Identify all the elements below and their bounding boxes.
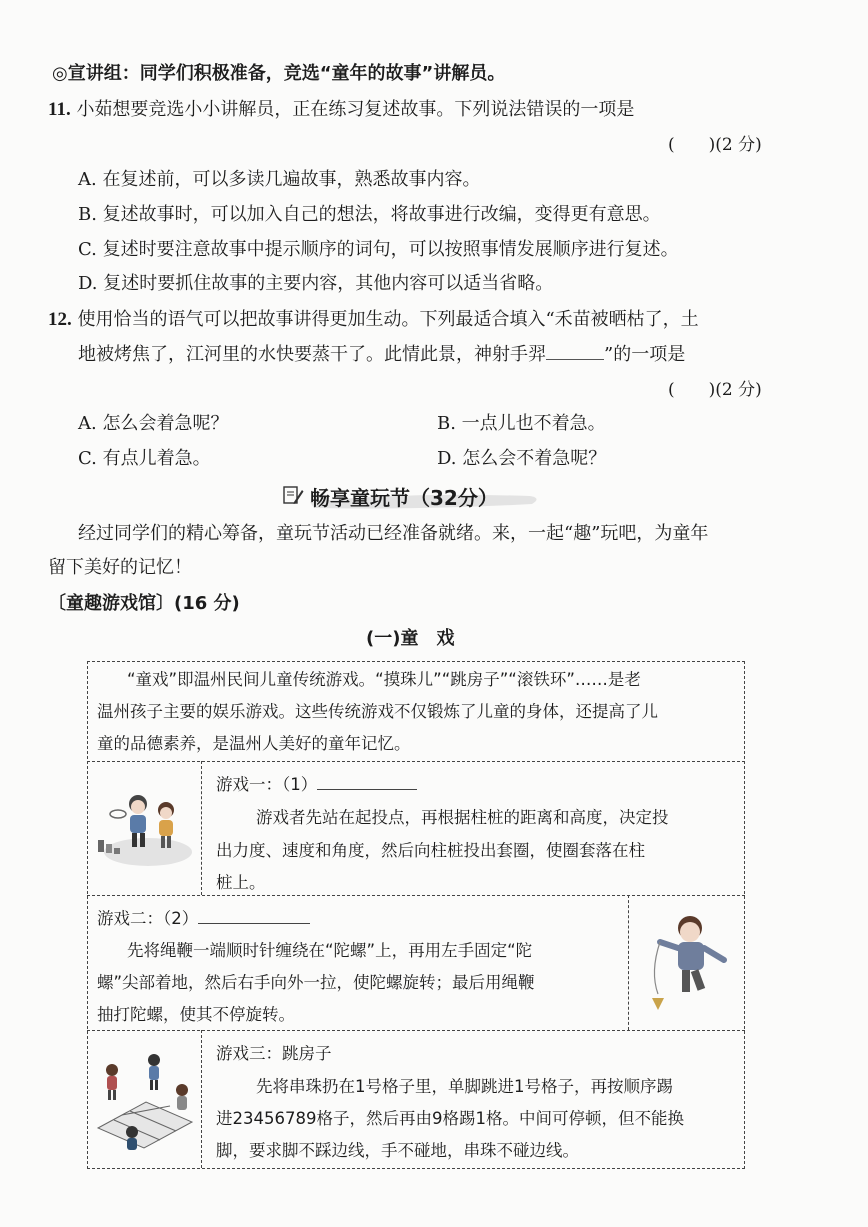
- game1-label: 游戏一：（1）: [216, 775, 318, 794]
- hall-heading: 〔童趣游戏馆〕(16 分): [48, 593, 240, 614]
- game3-line3: 脚，要求脚不踩边线，手不碰地，串珠不碰边线。: [216, 1141, 579, 1160]
- divider: [87, 895, 745, 896]
- option-12-a[interactable]: A. 怎么会着急呢？: [78, 413, 229, 434]
- question-stem-line1: 使用恰当的语气可以把故事讲得更加生动。下列最适合填入“禾苗被晒枯了，土: [77, 309, 699, 330]
- ring-toss-illustration: [92, 770, 196, 888]
- divider: [628, 895, 629, 1030]
- question-12-line2: [78, 343, 685, 367]
- divider: [87, 761, 745, 762]
- question-stem-line2b: ”的一项是: [604, 344, 686, 365]
- game3-title: 游戏三：跳房子: [216, 1044, 332, 1063]
- hopscotch-illustration: [92, 1036, 196, 1162]
- game2-label: 游戏二：（2）: [97, 909, 199, 928]
- game2-line3: 抽打陀螺，使其不停旋转。: [97, 1005, 295, 1024]
- section-intro-line2: 留下美好的记忆！: [48, 557, 192, 578]
- game3-line2: 进23456789格子，然后再由9格踢1格。中间可停顿，但不能换: [216, 1109, 684, 1128]
- answer-paren-12[interactable]: ( )(2 分): [668, 380, 762, 400]
- question-number: 11.: [48, 99, 71, 120]
- option-11-a[interactable]: A. 在复述前，可以多读几遍故事，熟悉故事内容。: [78, 169, 481, 190]
- divider: [201, 761, 202, 895]
- kid-spinning-top-icon: [632, 902, 740, 1024]
- game1-line3: 桩上。: [216, 873, 266, 892]
- game2-title-line: [97, 908, 310, 930]
- option-12-c[interactable]: C. 有点儿着急。: [78, 448, 211, 469]
- game2-line2: 螺”尖部着地，然后右手向外一拉，使陀螺旋转；最后用绳鞭: [97, 973, 535, 992]
- game3-line1: 先将串珠扔在1号格子里，单脚跳进1号格子，再按顺序踢: [256, 1077, 673, 1096]
- game2-answer-blank[interactable]: [198, 909, 310, 924]
- option-12-b[interactable]: B. 一点儿也不着急。: [437, 413, 606, 434]
- option-11-c[interactable]: C. 复述时要注意故事中提示顺序的词句，可以按照事情发展顺序进行复述。: [78, 239, 679, 260]
- section-title: 畅享童玩节（32分）: [310, 486, 498, 510]
- option-11-b[interactable]: B. 复述故事时，可以加入自己的想法，将故事进行改编，变得更有意思。: [78, 204, 661, 225]
- section-intro-line1: 经过同学们的精心筹备，童玩节活动已经准备就绪。来，一起“趣”玩吧，为童年: [78, 523, 709, 544]
- box-para-line1: “童戏”即温州民间儿童传统游戏。“摸珠儿”“跳房子”“滚铁环”……是老: [127, 670, 641, 689]
- fill-blank[interactable]: [546, 343, 604, 360]
- section-header: [280, 478, 550, 512]
- game1-title-line: [216, 774, 417, 796]
- circle-bullet-icon: ◎: [52, 63, 68, 84]
- box-para-line3: 童的品德素养，是温州人美好的童年记忆。: [97, 734, 411, 753]
- question-number: 12.: [48, 309, 72, 330]
- kids-ring-toss-icon: [92, 770, 196, 888]
- question-12: [48, 308, 699, 332]
- intro-line: [52, 62, 505, 86]
- game1-line2: 出力度、速度和角度，然后向柱桩投出套圈，使圈套落在柱: [216, 841, 645, 860]
- subsection-title: (一)童 戏: [366, 628, 455, 649]
- question-11: [48, 98, 634, 122]
- game1-line1: 游戏者先站在起投点，再根据柱桩的距离和高度，决定投: [256, 808, 669, 827]
- game2-line1: 先将绳鞭一端顺时针缠绕在“陀螺”上，再用左手固定“陀: [127, 941, 533, 960]
- kids-hopscotch-icon: [92, 1036, 196, 1162]
- divider: [201, 1030, 202, 1168]
- game1-answer-blank[interactable]: [317, 775, 417, 790]
- option-11-d[interactable]: D. 复述时要抓住故事的主要内容，其他内容可以适当省略。: [78, 273, 554, 294]
- divider: [87, 1030, 745, 1031]
- spinning-top-illustration: [632, 902, 740, 1024]
- box-para-line2: 温州孩子主要的娱乐游戏。这些传统游戏不仅锻炼了儿童的身体，还提高了儿: [97, 702, 658, 721]
- question-stem: 小茹想要竞选小小讲解员，正在练习复述故事。下列说法错误的一项是: [76, 99, 635, 120]
- pencil-paper-icon: [282, 484, 304, 506]
- option-12-d[interactable]: D. 怎么会不着急呢？: [437, 448, 607, 469]
- question-stem-line2a: 地被烤焦了，江河里的水快要蒸干了。此情此景，神射手羿: [78, 344, 546, 365]
- answer-paren-11[interactable]: ( )(2 分): [668, 135, 762, 155]
- intro-text: 宣讲组：同学们积极准备，竞选“童年的故事”讲解员。: [67, 63, 506, 84]
